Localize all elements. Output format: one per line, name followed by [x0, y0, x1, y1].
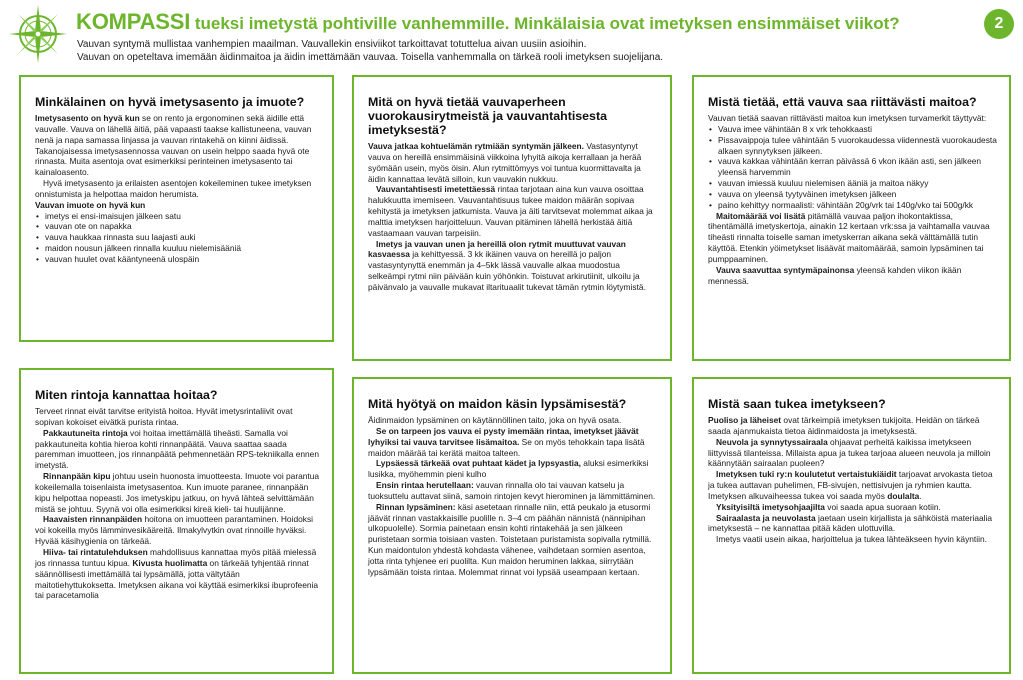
- paragraph: [708, 502, 997, 513]
- section-breast-care: [19, 368, 334, 674]
- paragraph-text: ja kehittyessä. 3 kk ikäinen vauva on hereillä jo paljon vastasyntynyttä enemmän ja 4–5kk lässä vauvalle alkaa muodostua selkeämpi rytmi niin päivään kuin yöhönkin. Toistuvat arkirutiinit, ulkoilu ja päivänvalo ja vauvalle mukavat iltarituaalit tukevat tämän rytmin löytymistä.: [368, 249, 646, 292]
- bold-lead: Vauva jatkaa kohtuelämän rytmiään syntymän jälkeen.: [368, 141, 584, 151]
- paragraph: [708, 211, 997, 265]
- list-item: • Vauva imee vähintään 8 x vrk tehokkaasti: [718, 124, 997, 135]
- paragraph: [708, 415, 997, 437]
- list-item: • paino kehittyy normaalisti: vähintään 20g/vrk tai 140g/vko tai 500g/kk: [718, 200, 997, 211]
- bold-lead: Rinnan lypsäminen:: [376, 501, 456, 512]
- bold-lead: Vauvantahtisesti imetettäessä: [376, 184, 496, 195]
- paragraph: [708, 513, 997, 535]
- paragraph: [368, 426, 658, 459]
- bold-lead: Hiiva- tai rintatulehduksen: [43, 546, 148, 557]
- bold-lead: Lypsäessä tärkeää ovat puhtaat kädet ja lypsyastia,: [376, 458, 581, 469]
- paragraph-text: mahdollisuus kannattaa myös pitää mielessä jos rinnassa tuntuu kipua.: [35, 546, 317, 568]
- paragraph-text: Vastasyntynyt vauva on hereillä ensimmäisinä viikkoina lyhyitä aikoja kerrallaan ja herää syömään usein, myös öisin. Alun rytmittömyys voi tuntua kuormittavalta ja äidin kannattaa levätä silloin, kun vauvakin nukkuu.: [368, 141, 642, 184]
- paragraph: [708, 437, 997, 470]
- bold-lead: Ensin rintaa herutellaan:: [376, 480, 474, 491]
- paragraph: [368, 480, 658, 502]
- paragraph: Terveet rinnat eivät tarvitse erityistä hoitoa. Hyvät imetysrintaliivit ovat sopivan kokoiset eivätkä purista rintaa.: [35, 406, 293, 427]
- paragraph-text: voi hoitaa imettämällä tiheästi. Samalla voi pakkautuneita kohtia hieroa kohti rinnanpäätä. Vauva saattaa saada paremman imuotteen, jos rinnanpäätä pehmennetään RPS-tekniikalla ennen imetystä.: [35, 427, 319, 471]
- list-item: • vauvan ote on napakka: [45, 221, 320, 232]
- paragraph: [35, 113, 320, 178]
- section-expressing: [352, 377, 672, 674]
- bold-lead: Vauvan imuote on hyvä kun: [35, 199, 146, 210]
- page-title: [76, 9, 900, 35]
- bold-lead: Imetys ja vauvan unen ja hereillä olon rytmit muuttuvat vauvan kasvaessa: [368, 238, 626, 260]
- section-heading: Mistä saan tukea imetykseen?: [708, 397, 886, 411]
- section-heading: Minkälainen on hyvä imetysasento ja imuote?: [35, 95, 305, 109]
- list-item: • Pissavaippoja tulee vähintään 5 vuorokaudessa viidennestä vuorokaudesta alkaen synnytyksen jälkeen.: [718, 135, 997, 157]
- intro-line: Vauvan on opeteltava imemään äidinmaitoa ja äidin imettämään vauvaa. Toisella vanhemmalla on tärkeä rooli imetyksen suojelijana.: [77, 52, 664, 63]
- title-text: tueksi imetystä pohtiville vanhemmille. Minkälaisia ovat imetyksen ensimmäiset viikot?: [190, 14, 900, 33]
- bold-lead: Puoliso ja läheiset: [708, 415, 782, 425]
- paragraph-text: on tärkeää tyhjentää rinnat säännöllisesti imettämällä tai lypsämällä, jotta vältytään maitotiehyttukoksetta. Imetyksen aikana voi käyttää esimerkiksi ibuprofeenia tai paracetamolia: [35, 557, 319, 601]
- list-title: [35, 200, 320, 211]
- paragraph: [368, 458, 658, 480]
- section-heading: Mitä hyötyä on maidon käsin lypsämisestä?: [368, 397, 627, 411]
- paragraph: [35, 547, 320, 601]
- paragraph: [368, 502, 658, 578]
- paragraph-text: käsi asetetaan rinnalle niin, että peukalo ja etusormi jäävät rinnan vastakkaisille puolille n. 3–4 cm päähän nännistä (nännipihan ulkopuolelle). Sormia painetaan ensin kohti rintakehää ja sen jälkeen puristetaan sormia toisiaan vasten. Toistetaan puristamista sopivalla rytmillä. Kun maidontulon yhdestä kohdasta vähenee, vaihdetaan sormien asentoa, jotta rinta tyhjenee eri puolilta. Kun maidon heruminen lakkaa, siirrytään lypsämään toista rintaa. Molemmat rinnat voi lypsää useampaan kertaan.: [368, 501, 652, 577]
- bold-lead: Kivusta huolimatta: [132, 557, 208, 568]
- paragraph-text: vauvan rinnalla olo tai vauvan katselu ja tuoksuttelu auttavat siinä, samoin rintojen kevyt hierominen ja lämmittäminen.: [368, 480, 656, 501]
- bold-lead: Pakkautuneita rintoja: [43, 427, 128, 438]
- paragraph: [708, 265, 997, 287]
- bold-lead: Yksityisiltä imetysohjaajilta: [716, 501, 825, 512]
- bold-lead: Vauva saavuttaa syntymäpainonsa: [716, 264, 855, 275]
- bold-lead: Imetyksen tuki ry:n koulutetut vertaistukiäidit: [716, 469, 897, 480]
- list-item: • vauvan huulet ovat kääntyneenä ulospäin: [45, 254, 320, 265]
- paragraph: Imetys vaatii usein aikaa, harjoittelua ja tukea lähteäkseen hyvin käyntiin.: [716, 534, 987, 545]
- list-item: • vauva kakkaa vähintään kerran päivässä 6 vkon ikään asti, sen jälkeen yleensä harvemmin: [718, 156, 997, 178]
- paragraph: [368, 184, 658, 238]
- paragraph-text: se on rento ja ergonominen sekä äidille että vauvalle. Vauva on lähellä äitiä, pää vapaasti taakse kallistuneena, vauvan nenä ja napa samassa linjassa ja vauvan rintakehä on kiinni äidissä. Takanojaisessa imetysasennossa vauvan on usein helppo saada hyvä ote rinnasta. Muita asentoja ovat esimerkiksi perinteinen imetysasento tai kainaloasento.: [35, 113, 312, 178]
- brand-name: KOMPASSI: [76, 9, 191, 34]
- paragraph-text: voi saada apua suoraan kotiin.: [824, 501, 941, 512]
- paragraph: [368, 239, 658, 293]
- list-item: • vauva on yleensä tyytyväinen imetyksen jälkeen: [718, 189, 997, 200]
- section-enough-milk: [692, 75, 1011, 361]
- paragraph-text: aluksi esimerkiksi lusikka, myöhemmin pieni kulho: [368, 458, 649, 480]
- paragraph-text: tarjoavat arvokasta tietoa ja tukea auttavan puhelimen, FB-sivujen, nettisivujen ja ryhmien kautta. Imetyksen alkuvaiheessa tukea voi saada myös: [708, 469, 993, 501]
- paragraph: Vauvan tietää saavan riittävästi maitoa kun imetyksen turvamerkit täyttyvät:: [708, 113, 987, 123]
- paragraph-text: johtuu usein huonosta imuotteesta. Imuote voi parantua kokeilemalla toisenlaista imetysasentoa. Kun imuote paranee, rinnanpään kipu helpottaa nopeasti. Jos imetyskipu jatkuu, on hyvä lähteä selvittämään mistä se johtuu. Syynä voi olla esimerkiksi kireä kieli- tai huulijänne.: [35, 471, 320, 514]
- page-number-badge: 2: [984, 9, 1014, 39]
- list-item: • maidon nousun jälkeen rinnalla kuuluu nielemisääniä: [45, 243, 320, 254]
- paragraph-text: pitämällä vauvaa paljon ihokontaktissa, tihentämällä imetyskertoja, ainakin 12 kertaan vrk:ssa ja vaihtamalla vauvaa tiheästi rinnalta toiselle saman imetyskerran aikana sekä välttämällä tutin käyttöä. Etenkin yöimetykset lisäävät maitomäärää, samoin lypsäminen tai pumppaaminen.: [708, 210, 990, 264]
- section-heading: Mistä tietää, että vauva saa riittävästi maitoa?: [708, 95, 977, 109]
- section-support: [692, 377, 1011, 674]
- paragraph: [35, 514, 320, 547]
- bold-lead: Imetysasento on hyvä kun: [35, 113, 140, 123]
- bold-lead: Maitomäärää voi lisätä: [716, 210, 806, 221]
- bold-lead: Sairaalasta ja neuvolasta: [716, 512, 816, 523]
- compass-logo-icon: [8, 4, 68, 64]
- paragraph: Imetyksen tuki ry:n koulutetut vertaistukiäidit tarjoavat arvokasta tietoa ja tukea auttavan puhelimen, FB-sivujen, nettisivujen ja ryhmien kautta. Imetyksen alkuvaiheessa tukea voi saada myös doulalta.: [708, 469, 993, 501]
- paragraph-text: ovat tärkeimpiä imetyksen tukijoita. Heidän on tärkeä saada ajanmukaista tietoa äidinmaidosta ja imetyksestä.: [708, 415, 980, 436]
- section-position: [19, 75, 334, 342]
- paragraph-text: yleensä kahden viikon ikään mennessä.: [708, 264, 962, 286]
- section-rhythm: [352, 75, 672, 361]
- paragraph: Hyvä imetysasento ja erilaisten asentojen kokeileminen tukee imetyksen onnistumista ja helpottaa maidon herumista.: [35, 178, 312, 199]
- list-item: • vauva haukkaa rinnasta suu laajasti auki: [45, 232, 320, 243]
- paragraph-text: ohjaavat perheitä kaikissa imetykseen liittyvissä tilanteissa. Millaista apua ja tukea tarjoaa alueen neuvola ja milloin käännytään sairaalan puoleen?: [708, 436, 991, 469]
- bold-lead: Se on tarpeen jos vauva ei pysty imemään rintaa, imetykset jäävät lyhyiksi tai vauva tarvitsee lisämaitoa.: [368, 425, 639, 447]
- paragraph: [35, 471, 320, 514]
- bullet-list: [35, 211, 320, 265]
- list-item: • imetys ei ensi-imaisujen jälkeen satu: [45, 211, 320, 222]
- section-heading: Miten rintoja kannattaa hoitaa?: [35, 388, 218, 402]
- bold-lead: Haavaisten rinnanpäiden: [43, 514, 143, 525]
- bold-lead: Neuvola ja synnytyssairaala: [716, 436, 828, 447]
- paragraph: Äidinmaidon lypsäminen on käytännöllinen taito, joka on hyvä osata.: [368, 415, 622, 425]
- section-heading: Mitä on hyvä tietää vauvaperheen vuorokausirytmeistä ja vauvantahtisesta imetyksestä?: [368, 95, 607, 137]
- paragraph-text: rintaa tarjotaan aina kun vauva osoittaa halukkuutta imemiseen. Vauvantahtisuus tukee maidon määrän sopivaa kehitystä ja imetyksen jatkumista. Vauva ja äiti tarvitsevat molemmat aikaa ja malttia imetyksen harjoitteluun. Vauvan pitäminen lähellä herkistää äitiä vastaamaan vauvan tarpeisiin.: [368, 184, 653, 238]
- paragraph-text: hoitona on imuotteen parantaminen. Hoidoksi voi kokeilla myös lämminvesikääreitä. Ilmakylvytkin ovat rinnoille hyväksi. Hyvää käsihygienia on tärkeää.: [35, 514, 314, 547]
- list-item: • vauvan imiessä kuuluu nielemisen ääniä ja maitoa näkyy: [718, 178, 997, 189]
- bold-lead: Rinnanpään kipu: [43, 471, 111, 482]
- paragraph-text: Se on myös tehokkain tapa lisätä maidon määrää tai kerätä maitoa talteen.: [368, 436, 645, 458]
- bold-lead: doulalta: [887, 490, 920, 501]
- intro-text: [77, 38, 663, 64]
- paragraph: [35, 428, 320, 471]
- paragraph-text: jaetaan usein kirjallista ja sähköistä materiaalia imetyksestä – ne kannattaa pitää käden ulottuvilla.: [708, 512, 993, 534]
- bullet-list: [708, 124, 997, 211]
- paragraph: [368, 141, 658, 184]
- intro-line: Vauvan syntymä mullistaa vanhempien maailman. Vauvallekin ensiviikot tarkoittavat totuttelua aivan uusiin asioihin.: [77, 39, 587, 50]
